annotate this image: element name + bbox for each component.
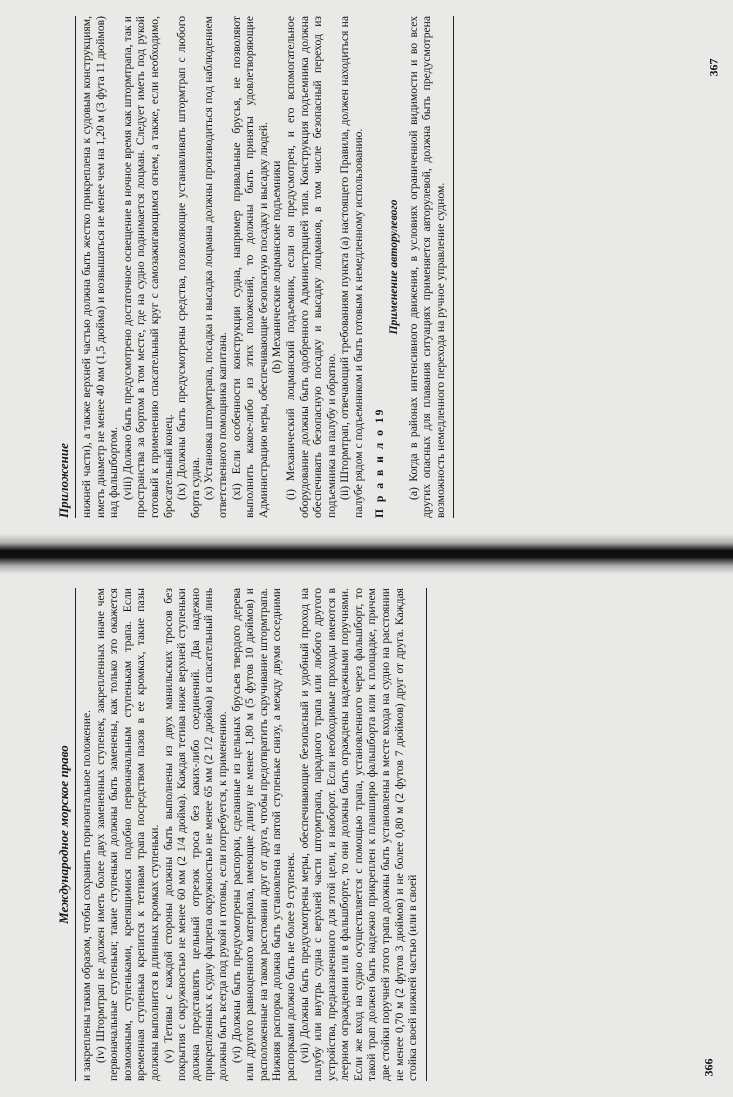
paragraph: (v) Тетивы с каждой стороны должны быть выполнены из двух манильских тросов без покрытия с окружностью не менее 60 мм (2 1/4 дюйма). Каждая тетива ниже верхней ступеньки должна представлять цельный отрезок троса без каких-либо соединений. Два надежно прикрепленных к судну фалрепа окружностью не менее 65 мм (2 1/2 дюйма) и спасательный линь должны быть всегда под рукой и готовы, если потребуется, к применению. [161,588,229,1081]
page-367-content [52,10,719,524]
footer-rule [453,16,454,518]
paragraph: (vi) Должны быть предусмотрены распорки, сделанные из цельных брусьев твердого дерева или другого равноценного материала, имеющие длину не менее 1,80 м (5 футов 10 дюймов) и расположенные на таком расстоянии друг от друга, чтобы предотвратить скручивание штормтрапа. Нижняя распорка должна быть установлена на пятой ступеньке снизу, а между двумя соседними распорками должно быть не более 9 ступенек. [229,588,297,1081]
page-header: Международное морское право [52,588,76,1081]
rule-title: П р а в и л о 19 [373,407,387,518]
paragraph: (xi) Если особенности конструкции судна, например привальные брусья, не позволяют выполнить какое-либо из этих положений, то должны быть приняты удовлетворяющие Администрацию меры, обеспечивающие безопасную посадку и высадку людей. [229,16,270,518]
page-number-367: 367 [706,58,721,77]
paragraph: (а) Когда в районах интенсивного движения, в условиях ограниченной видимости и во всех других опасных для плавания ситуациях применяется авторулевой, должна быть предусмотрена возможность немедленного перехода на ручное управление судном. [406,16,447,518]
paragraph: (iv) Штормтрап не должен иметь более двух замененных ступенек, закрепленных иначе чем первоначальные ступеньки; такие ступеньки должны быть заменены, как только это окажется возможным, ступеньками, крепящимися подобно первоначальным ступенькам трапа. Если временная ступенька крепится к тетивам трапа посредством пазов в ее кромках, такие пазы должны выполнится в длинных кромках ступеньки. [93,588,161,1081]
page-body [80,582,420,1087]
paragraph: (ix) Должны быть предусмотрены средства, позволяющие устанавливать штормтрап с любого борта судна. [175,16,202,518]
page-366-content [52,582,719,1087]
page-366 [0,572,733,1097]
paragraph: (i) Механический лоцманский подъемник, если он предусмотрен, и его вспомогательное оборудование должны быть одобренного Администрацией типа. Конструкция подъемника должна обеспечивать безопасную посадку и высадку лоцманов, в том числе безопасный переход из подъемника на палубу и обратно. [283,16,338,518]
paragraph: и закреплены таким образом, чтобы сохранить горизонтальное положение. [80,710,93,1081]
paragraph: нижней части), а также верхней частью должна быть жестко прикреплена к судовым конструкциям, иметь диаметр не менее 40 мм (1,5 дюйма) и возвышаться не менее чем на 1,20 м (3 фута 11 дюймов) над фальшбортом. [80,16,121,518]
rule-subtitle: Применение авторулевого [387,199,401,335]
paragraph: (viii) Должно быть предусмотрено достаточное освещение в ночное время как штормтрапа, так и пространства за бортом в том месте, где на судно поднимается лоцман. Следует иметь под рукой готовый к применению спасательный круг с самозажигающимся огнем, а также, если необходимо, бросательный конец. [120,16,175,518]
page-number-366: 366 [701,1058,716,1077]
book-gutter [0,534,733,574]
paragraph: (ii) Штормтрап, отвечающий требованиям пункта (а) настоящего Правила, должен находиться на палубе рядом с подъемником и быть готовым к немедленному использованию. [338,16,365,518]
footer-rule [426,588,427,1081]
page-header: Приложение [52,16,76,518]
section-subheading: (b) Механические лоцманские подъемники [270,160,284,374]
paragraph: (vii) Должны быть предусмотрены меры, обеспечивающие безопасный и удобный проход на палубу или внутрь судна с верхней части штормтрапа, парадного трапа или любого другого устройства, предназначенного для этой цели, и наоборот. Если необходимые проходы имеются в леерном ограждении или в фальшборте, то они должны быть ограждены надежными поручнями. Если же вход на судно осуществляется с помощью трапа, установленного через фальшборт, то такой трап должен быть надежно прикреплен к планширю фальшборта или к площадке, причем две стойки поручней этого трапа должны быть установлены в месте входа на судно на расстоянии не менее 0,70 м (2 футов 3 дюймов) и не более 0,80 м (2 футов 7 дюймов) друг от друга. Каждая стойка своей нижней частью (или в своей [297,588,420,1081]
page-367 [0,0,733,534]
paragraph: (x) Установка штормтрапа, посадка и высадка лоцмана должны производиться под наблюдением ответственного помощника капитана. [202,16,229,518]
page-body [80,10,447,524]
